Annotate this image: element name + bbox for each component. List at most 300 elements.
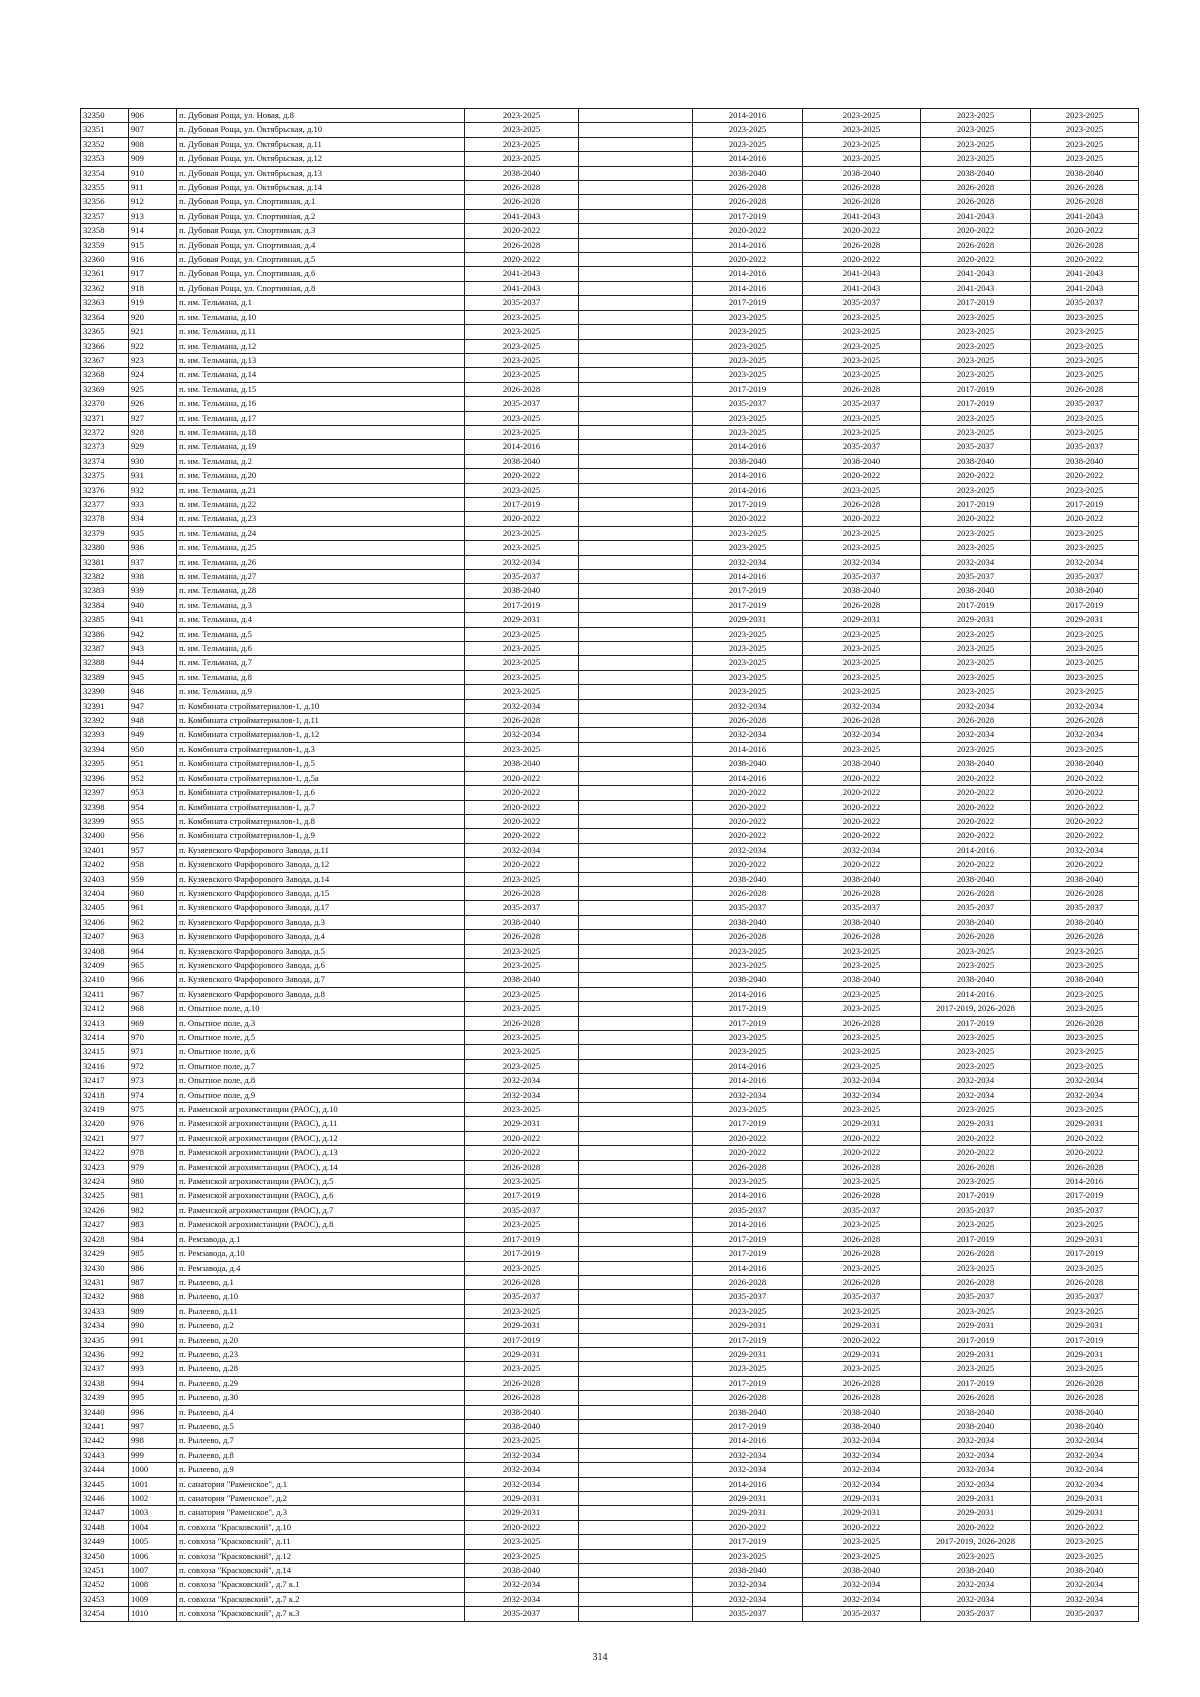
period-col-a: 2023-2025: [693, 1031, 803, 1045]
period-col-c: 2023-2025: [921, 123, 1031, 137]
address: п. Дубовая Роща, ул. Октябрьская, д.13: [177, 166, 465, 180]
address-number: 941: [129, 613, 177, 627]
period-col-d: 2035-2037: [1031, 1203, 1139, 1217]
address-number: 972: [129, 1059, 177, 1073]
address: п. им. Тельмана, д.21: [177, 483, 465, 497]
address-number: 935: [129, 526, 177, 540]
period-col-d: 2035-2037: [1031, 570, 1139, 584]
row-id: 32394: [81, 742, 129, 756]
period-col-b: 2020-2022: [803, 1131, 921, 1145]
period-col-d: 2038-2040: [1031, 166, 1139, 180]
address: п. им. Тельмана, д.12: [177, 339, 465, 353]
period-col-d: 2023-2025: [1031, 958, 1139, 972]
period-col-b: 2023-2025: [803, 944, 921, 958]
row-id: 32393: [81, 728, 129, 742]
empty-cell: [579, 642, 693, 656]
period-col-d: 2020-2022: [1031, 1520, 1139, 1534]
address: п. Рылеево, д.29: [177, 1376, 465, 1390]
period-col-b: 2023-2025: [803, 627, 921, 641]
period-col-c: 2023-2025: [921, 1362, 1031, 1376]
address-number: 1009: [129, 1592, 177, 1606]
address: п. совхоза "Красковский", д.7 к.1: [177, 1578, 465, 1592]
period-col-b: 2035-2037: [803, 901, 921, 915]
planned-period: 2032-2034: [465, 1074, 579, 1088]
period-col-d: 2026-2028: [1031, 1016, 1139, 1030]
period-col-c: 2023-2025: [921, 958, 1031, 972]
table-row: [81, 224, 1139, 238]
period-col-c: 2023-2025: [921, 483, 1031, 497]
period-col-c: 2020-2022: [921, 469, 1031, 483]
period-col-d: 2020-2022: [1031, 1146, 1139, 1160]
row-id: 32400: [81, 829, 129, 843]
row-id: 32385: [81, 613, 129, 627]
address: п. им. Тельмана, д.19: [177, 440, 465, 454]
row-id: 32396: [81, 771, 129, 785]
repair-schedule-table: [80, 108, 1139, 1622]
table-row: [81, 1434, 1139, 1448]
empty-cell: [579, 166, 693, 180]
period-col-d: 2017-2019: [1031, 598, 1139, 612]
table-row: [81, 123, 1139, 137]
period-col-b: 2020-2022: [803, 512, 921, 526]
period-col-a: 2038-2040: [693, 915, 803, 929]
row-id: 32374: [81, 454, 129, 468]
row-id: 32383: [81, 584, 129, 598]
table-row: [81, 1333, 1139, 1347]
period-col-c: 2017-2019: [921, 598, 1031, 612]
period-col-a: 2023-2025: [693, 425, 803, 439]
planned-period: 2029-2031: [465, 1117, 579, 1131]
period-col-c: 2023-2025: [921, 944, 1031, 958]
address: п. Дубовая Роща, ул. Октябрьская, д.12: [177, 152, 465, 166]
period-col-a: 2038-2040: [693, 872, 803, 886]
period-col-c: 2023-2025: [921, 526, 1031, 540]
address-number: 936: [129, 541, 177, 555]
address-number: 988: [129, 1290, 177, 1304]
empty-cell: [579, 1535, 693, 1549]
planned-period: 2023-2025: [465, 425, 579, 439]
period-col-b: 2020-2022: [803, 253, 921, 267]
period-col-d: 2023-2025: [1031, 987, 1139, 1001]
address: п. им. Тельмана, д.25: [177, 541, 465, 555]
period-col-b: 2023-2025: [803, 1535, 921, 1549]
row-id: 32359: [81, 238, 129, 252]
period-col-a: 2017-2019: [693, 209, 803, 223]
period-col-c: 2023-2025: [921, 1059, 1031, 1073]
address: п. Ремзавода, д.4: [177, 1261, 465, 1275]
table-row: [81, 1376, 1139, 1390]
period-col-d: 2041-2043: [1031, 209, 1139, 223]
period-col-d: 2035-2037: [1031, 397, 1139, 411]
address: п. совхоза "Красковский", д.10: [177, 1520, 465, 1534]
period-col-d: 2023-2025: [1031, 742, 1139, 756]
period-col-a: 2020-2022: [693, 858, 803, 872]
period-col-d: 2023-2025: [1031, 1002, 1139, 1016]
period-col-b: 2023-2025: [803, 109, 921, 123]
table-row: [81, 1419, 1139, 1433]
period-col-a: 2023-2025: [693, 1103, 803, 1117]
table-row: [81, 1117, 1139, 1131]
period-col-d: 2017-2019: [1031, 1247, 1139, 1261]
address-number: 970: [129, 1031, 177, 1045]
period-col-b: 2026-2028: [803, 598, 921, 612]
period-col-d: 2032-2034: [1031, 1592, 1139, 1606]
address: п. Дубовая Роща, ул. Спортивная, д.2: [177, 209, 465, 223]
period-col-d: 2026-2028: [1031, 714, 1139, 728]
row-id: 32401: [81, 843, 129, 857]
empty-cell: [579, 1160, 693, 1174]
table-row: [81, 1578, 1139, 1592]
period-col-b: 2029-2031: [803, 613, 921, 627]
row-id: 32419: [81, 1103, 129, 1117]
period-col-b: 2038-2040: [803, 454, 921, 468]
planned-period: 2035-2037: [465, 397, 579, 411]
empty-cell: [579, 814, 693, 828]
table-row: [81, 397, 1139, 411]
address-number: 974: [129, 1088, 177, 1102]
address: п. им. Тельмана, д.17: [177, 411, 465, 425]
period-col-c: 2032-2034: [921, 699, 1031, 713]
period-col-d: 2026-2028: [1031, 1376, 1139, 1390]
period-col-c: 2032-2034: [921, 1074, 1031, 1088]
address: п. Комбината стройматериалов-1, д.10: [177, 699, 465, 713]
address: п. Кузяевского Фарфорового Завода, д.15: [177, 886, 465, 900]
row-id: 32450: [81, 1549, 129, 1563]
table-row: [81, 1059, 1139, 1073]
row-id: 32417: [81, 1074, 129, 1088]
period-col-b: 2023-2025: [803, 325, 921, 339]
empty-cell: [579, 656, 693, 670]
planned-period: 2023-2025: [465, 987, 579, 1001]
period-col-c: 2035-2037: [921, 1203, 1031, 1217]
period-col-d: 2014-2016: [1031, 1175, 1139, 1189]
period-col-a: 2017-2019: [693, 1247, 803, 1261]
table-row: [81, 656, 1139, 670]
address-number: 919: [129, 296, 177, 310]
empty-cell: [579, 1275, 693, 1289]
period-col-a: 2026-2028: [693, 181, 803, 195]
row-id: 32416: [81, 1059, 129, 1073]
period-col-c: 2038-2040: [921, 1419, 1031, 1433]
planned-period: 2023-2025: [465, 656, 579, 670]
table-row: [81, 570, 1139, 584]
row-id: 32380: [81, 541, 129, 555]
planned-period: 2032-2034: [465, 1463, 579, 1477]
period-col-a: 2017-2019: [693, 296, 803, 310]
period-col-d: 2020-2022: [1031, 469, 1139, 483]
period-col-b: 2020-2022: [803, 771, 921, 785]
empty-cell: [579, 339, 693, 353]
period-col-a: 2032-2034: [693, 1088, 803, 1102]
period-col-b: 2035-2037: [803, 1290, 921, 1304]
row-id: 32372: [81, 425, 129, 439]
planned-period: 2020-2022: [465, 858, 579, 872]
period-col-a: 2026-2028: [693, 714, 803, 728]
planned-period: 2023-2025: [465, 152, 579, 166]
period-col-b: 2023-2025: [803, 526, 921, 540]
period-col-b: 2020-2022: [803, 829, 921, 843]
period-col-a: 2014-2016: [693, 1218, 803, 1232]
table-row: [81, 512, 1139, 526]
period-col-c: 2026-2028: [921, 1275, 1031, 1289]
table-row: [81, 670, 1139, 684]
address-number: 910: [129, 166, 177, 180]
table-row: [81, 1405, 1139, 1419]
address: п. Раменской агрохимстанции (РАОС), д.14: [177, 1160, 465, 1174]
address: п. Кузяевского Фарфорового Завода, д.12: [177, 858, 465, 872]
address-number: 998: [129, 1434, 177, 1448]
row-id: 32428: [81, 1232, 129, 1246]
address: п. Рылеево, д.1: [177, 1275, 465, 1289]
period-col-b: 2023-2025: [803, 137, 921, 151]
period-col-a: 2014-2016: [693, 570, 803, 584]
period-col-a: 2026-2028: [693, 886, 803, 900]
row-id: 32441: [81, 1419, 129, 1433]
address: п. Кузяевского Фарфорового Завода, д.11: [177, 843, 465, 857]
period-col-a: 2017-2019: [693, 1376, 803, 1390]
table-row: [81, 152, 1139, 166]
table-row: [81, 1564, 1139, 1578]
empty-cell: [579, 209, 693, 223]
period-col-a: 2023-2025: [693, 627, 803, 641]
planned-period: 2026-2028: [465, 1376, 579, 1390]
row-id: 32360: [81, 253, 129, 267]
period-col-c: 2023-2025: [921, 1304, 1031, 1318]
period-col-a: 2035-2037: [693, 1203, 803, 1217]
planned-period: 2035-2037: [465, 901, 579, 915]
period-col-b: 2023-2025: [803, 1059, 921, 1073]
address: п. им. Тельмана, д.13: [177, 353, 465, 367]
period-col-a: 2023-2025: [693, 368, 803, 382]
empty-cell: [579, 757, 693, 771]
address-number: 946: [129, 685, 177, 699]
period-col-c: 2038-2040: [921, 973, 1031, 987]
empty-cell: [579, 1463, 693, 1477]
period-col-b: 2023-2025: [803, 425, 921, 439]
table-row: [81, 598, 1139, 612]
period-col-d: 2029-2031: [1031, 1492, 1139, 1506]
table-row: [81, 627, 1139, 641]
period-col-d: 2023-2025: [1031, 339, 1139, 353]
planned-period: 2023-2025: [465, 1059, 579, 1073]
row-id: 32435: [81, 1333, 129, 1347]
address: п. Рылеево, д.4: [177, 1405, 465, 1419]
period-col-d: 2020-2022: [1031, 829, 1139, 843]
planned-period: 2038-2040: [465, 1405, 579, 1419]
planned-period: 2023-2025: [465, 685, 579, 699]
period-col-d: 2023-2025: [1031, 541, 1139, 555]
table-row: [81, 973, 1139, 987]
table-row: [81, 1463, 1139, 1477]
address-number: 976: [129, 1117, 177, 1131]
period-col-b: 2032-2034: [803, 1074, 921, 1088]
table-row: [81, 728, 1139, 742]
table-row: [81, 1088, 1139, 1102]
period-col-d: 2023-2025: [1031, 526, 1139, 540]
period-col-b: 2023-2025: [803, 483, 921, 497]
period-col-d: 2029-2031: [1031, 1506, 1139, 1520]
period-col-a: 2020-2022: [693, 224, 803, 238]
row-id: 32389: [81, 670, 129, 684]
period-col-b: 2020-2022: [803, 1146, 921, 1160]
planned-period: 2023-2025: [465, 1002, 579, 1016]
period-col-d: 2026-2028: [1031, 1160, 1139, 1174]
period-col-a: 2035-2037: [693, 397, 803, 411]
period-col-d: 2035-2037: [1031, 1607, 1139, 1621]
period-col-a: 2014-2016: [693, 987, 803, 1001]
planned-period: 2032-2034: [465, 1592, 579, 1606]
period-col-c: 2023-2025: [921, 353, 1031, 367]
address: п. Раменской агрохимстанции (РАОС), д.13: [177, 1146, 465, 1160]
address: п. Рылеево, д.30: [177, 1391, 465, 1405]
row-id: 32364: [81, 310, 129, 324]
address-number: 999: [129, 1448, 177, 1462]
row-id: 32368: [81, 368, 129, 382]
table-row: [81, 1218, 1139, 1232]
planned-period: 2026-2028: [465, 382, 579, 396]
planned-period: 2023-2025: [465, 368, 579, 382]
period-col-b: 2020-2022: [803, 814, 921, 828]
table-row: [81, 1031, 1139, 1045]
period-col-c: 2017-2019: [921, 1376, 1031, 1390]
empty-cell: [579, 1016, 693, 1030]
empty-cell: [579, 1362, 693, 1376]
planned-period: 2029-2031: [465, 1506, 579, 1520]
row-id: 32354: [81, 166, 129, 180]
period-col-a: 2029-2031: [693, 1319, 803, 1333]
period-col-a: 2014-2016: [693, 152, 803, 166]
period-col-a: 2023-2025: [693, 339, 803, 353]
address-number: 1002: [129, 1492, 177, 1506]
table-row: [81, 1175, 1139, 1189]
row-id: 32384: [81, 598, 129, 612]
period-col-c: 2017-2019: [921, 397, 1031, 411]
empty-cell: [579, 411, 693, 425]
empty-cell: [579, 627, 693, 641]
period-col-c: 2035-2037: [921, 901, 1031, 915]
address-number: 975: [129, 1103, 177, 1117]
planned-period: 2035-2037: [465, 1290, 579, 1304]
address-number: 962: [129, 915, 177, 929]
row-id: 32390: [81, 685, 129, 699]
address: п. Опытное поле, д.7: [177, 1059, 465, 1073]
row-id: 32375: [81, 469, 129, 483]
table-row: [81, 1492, 1139, 1506]
table-row: [81, 454, 1139, 468]
period-col-b: 2020-2022: [803, 224, 921, 238]
address-number: 911: [129, 181, 177, 195]
address: п. им. Тельмана, д.5: [177, 627, 465, 641]
period-col-a: 2026-2028: [693, 195, 803, 209]
address-number: 959: [129, 872, 177, 886]
period-col-a: 2032-2034: [693, 699, 803, 713]
table-row: [81, 267, 1139, 281]
period-col-a: 2026-2028: [693, 1391, 803, 1405]
period-col-a: 2032-2034: [693, 1578, 803, 1592]
period-col-b: 2026-2028: [803, 1391, 921, 1405]
row-id: 32362: [81, 281, 129, 295]
planned-period: 2026-2028: [465, 1275, 579, 1289]
address-number: 979: [129, 1160, 177, 1174]
period-col-c: 2038-2040: [921, 166, 1031, 180]
address: п. им. Тельмана, д.4: [177, 613, 465, 627]
row-id: 32454: [81, 1607, 129, 1621]
period-col-a: 2020-2022: [693, 1520, 803, 1534]
empty-cell: [579, 1405, 693, 1419]
period-col-b: 2026-2028: [803, 886, 921, 900]
empty-cell: [579, 1218, 693, 1232]
period-col-b: 2023-2025: [803, 1218, 921, 1232]
table-body: [81, 109, 1139, 1622]
empty-cell: [579, 1434, 693, 1448]
planned-period: 2017-2019: [465, 1232, 579, 1246]
period-col-c: 2038-2040: [921, 872, 1031, 886]
period-col-a: 2020-2022: [693, 253, 803, 267]
planned-period: 2038-2040: [465, 973, 579, 987]
period-col-c: 2023-2025: [921, 1103, 1031, 1117]
row-id: 32377: [81, 497, 129, 511]
row-id: 32437: [81, 1362, 129, 1376]
period-col-a: 2023-2025: [693, 1304, 803, 1318]
period-col-d: 2023-2025: [1031, 1031, 1139, 1045]
address-number: 955: [129, 814, 177, 828]
row-id: 32392: [81, 714, 129, 728]
planned-period: 2038-2040: [465, 1564, 579, 1578]
empty-cell: [579, 1477, 693, 1491]
planned-period: 2032-2034: [465, 728, 579, 742]
empty-cell: [579, 930, 693, 944]
address: п. Кузяевского Фарфорового Завода, д.4: [177, 930, 465, 944]
table-row: [81, 1131, 1139, 1145]
period-col-b: 2026-2028: [803, 497, 921, 511]
period-col-d: 2017-2019: [1031, 1333, 1139, 1347]
table-row: [81, 469, 1139, 483]
period-col-a: 2035-2037: [693, 1607, 803, 1621]
period-col-d: 2026-2028: [1031, 382, 1139, 396]
table-row: [81, 1549, 1139, 1563]
empty-cell: [579, 425, 693, 439]
period-col-d: 2035-2037: [1031, 440, 1139, 454]
table-row: [81, 1304, 1139, 1318]
empty-cell: [579, 872, 693, 886]
period-col-d: 2026-2028: [1031, 930, 1139, 944]
planned-period: 2023-2025: [465, 137, 579, 151]
table-row: [81, 310, 1139, 324]
planned-period: 2023-2025: [465, 642, 579, 656]
period-col-b: 2032-2034: [803, 699, 921, 713]
address-number: 906: [129, 109, 177, 123]
period-col-b: 2038-2040: [803, 1564, 921, 1578]
period-col-d: 2038-2040: [1031, 872, 1139, 886]
address: п. им. Тельмана, д.20: [177, 469, 465, 483]
row-id: 32388: [81, 656, 129, 670]
address-number: 907: [129, 123, 177, 137]
empty-cell: [579, 1347, 693, 1361]
address-number: 961: [129, 901, 177, 915]
period-col-a: 2014-2016: [693, 267, 803, 281]
address: п. Кузяевского Фарфорового Завода, д.6: [177, 958, 465, 972]
period-col-c: 2041-2043: [921, 209, 1031, 223]
period-col-a: 2038-2040: [693, 1564, 803, 1578]
period-col-c: 2020-2022: [921, 1146, 1031, 1160]
address: п. им. Тельмана, д.18: [177, 425, 465, 439]
empty-cell: [579, 728, 693, 742]
row-id: 32395: [81, 757, 129, 771]
address-number: 985: [129, 1247, 177, 1261]
planned-period: 2017-2019: [465, 1333, 579, 1347]
planned-period: 2023-2025: [465, 1045, 579, 1059]
address: п. им. Тельмана, д.11: [177, 325, 465, 339]
